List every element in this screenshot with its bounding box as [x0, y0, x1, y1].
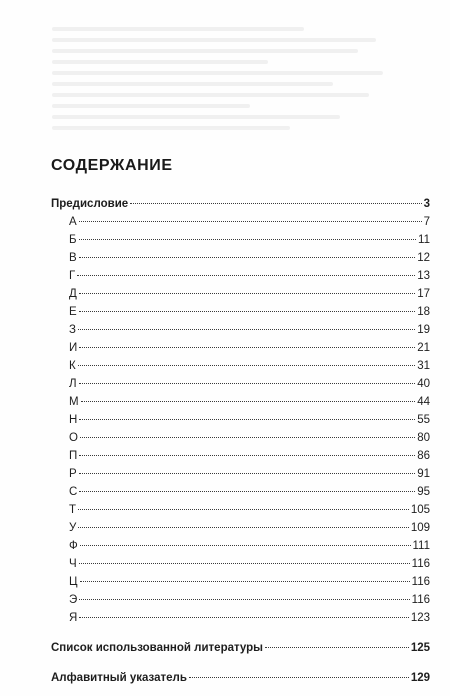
- toc-entry-letter[interactable]: [51, 339, 430, 357]
- toc-entry-page: 3: [423, 198, 430, 210]
- toc-entry-letter[interactable]: [51, 555, 430, 573]
- toc-entry-letter[interactable]: [51, 285, 430, 303]
- toc-entry-page: 13: [417, 270, 430, 282]
- dot-leader: [77, 275, 415, 276]
- dot-leader: [189, 677, 409, 678]
- toc-entry-page: 109: [410, 522, 430, 534]
- toc-entry-letter[interactable]: [51, 231, 430, 249]
- toc-entry-label: П: [69, 450, 78, 462]
- dot-leader: [80, 437, 415, 438]
- dot-leader: [81, 401, 416, 402]
- toc-entry-label: Е: [69, 306, 77, 318]
- toc-entry-letter[interactable]: [51, 375, 430, 393]
- dot-leader: [79, 221, 422, 222]
- toc-entry-label: Т: [69, 504, 77, 516]
- dot-leader: [78, 527, 409, 528]
- toc-entry-letter[interactable]: [51, 573, 430, 591]
- toc-entry-page: 116: [411, 576, 430, 588]
- dot-leader: [80, 581, 410, 582]
- toc-entry-label: Ф: [69, 540, 78, 552]
- dot-leader: [79, 311, 416, 312]
- toc-entry-letter[interactable]: [51, 267, 430, 285]
- toc-entry-page: 116: [411, 558, 430, 570]
- toc-entry-page: 86: [417, 450, 430, 462]
- toc-entry-index[interactable]: [51, 669, 430, 687]
- toc-entry-letter[interactable]: [51, 213, 430, 231]
- dot-leader: [78, 329, 415, 330]
- toc-entry-label: О: [69, 432, 78, 444]
- toc-entry-letter[interactable]: [51, 411, 430, 429]
- toc-entry-letter[interactable]: [51, 303, 430, 321]
- toc-entry-page: 95: [417, 486, 430, 498]
- dot-leader: [79, 455, 415, 456]
- toc-entry-letter[interactable]: [51, 447, 430, 465]
- dot-leader: [78, 509, 409, 510]
- toc-entry-page: 105: [410, 504, 430, 516]
- dot-leader: [79, 419, 415, 420]
- toc-list: [51, 195, 430, 687]
- toc-entry-page: 55: [417, 414, 430, 426]
- toc-entry-label: Д: [69, 288, 77, 300]
- toc-entry-label: Ц: [69, 576, 78, 588]
- toc-entry-references[interactable]: [51, 639, 430, 657]
- dot-leader: [130, 203, 421, 204]
- toc-entry-label: Н: [69, 414, 78, 426]
- toc-entry-label: У: [69, 522, 77, 534]
- toc-entry-page: 91: [417, 468, 430, 480]
- toc-entry-page: 123: [410, 612, 430, 624]
- toc-entry-letter[interactable]: [51, 519, 430, 537]
- toc-entry-letter[interactable]: [51, 483, 430, 501]
- toc-entry-letter[interactable]: [51, 465, 430, 483]
- toc-entry-label: Л: [69, 378, 77, 390]
- toc-entry-label: А: [69, 216, 77, 228]
- reverse-page-bleed: [52, 20, 412, 170]
- toc-entry-page: 44: [417, 396, 430, 408]
- toc-entry-page: 80: [417, 432, 430, 444]
- toc-entry-page: 19: [417, 324, 430, 336]
- dot-leader: [78, 365, 416, 366]
- dot-leader: [80, 545, 411, 546]
- toc-entry-page: 17: [417, 288, 430, 300]
- dot-leader: [79, 257, 416, 258]
- toc-entry-label: Э: [69, 594, 78, 606]
- toc-entry-label: Я: [69, 612, 78, 624]
- toc-entry-page: 129: [410, 672, 430, 684]
- dot-leader: [79, 347, 415, 348]
- toc-title: СОДЕРЖАНИЕ: [51, 157, 173, 174]
- toc-entry-page: 31: [417, 360, 430, 372]
- toc-entry-label: В: [69, 252, 77, 264]
- toc-entry-page: 111: [412, 540, 430, 552]
- toc-entry-letter[interactable]: [51, 609, 430, 627]
- toc-entry-letter[interactable]: [51, 501, 430, 519]
- dot-leader: [79, 491, 415, 492]
- dot-leader: [265, 647, 409, 648]
- toc-entry-letter[interactable]: [51, 429, 430, 447]
- toc-entry-label: Ч: [69, 558, 77, 570]
- toc-entry-page: 11: [418, 234, 430, 246]
- toc-entry-label: И: [69, 342, 78, 354]
- toc-entry-page: 18: [417, 306, 430, 318]
- dot-leader: [79, 383, 416, 384]
- toc-entry-label: Список использованной литературы: [51, 642, 263, 654]
- toc-entry-label: М: [69, 396, 79, 408]
- toc-entry-label: Алфавитный указатель: [51, 672, 187, 684]
- dot-leader: [79, 599, 409, 600]
- toc-entry-page: 7: [423, 216, 430, 228]
- section-gap: [51, 657, 430, 669]
- toc-entry-letter[interactable]: [51, 393, 430, 411]
- toc-entry-page: 12: [417, 252, 430, 264]
- dot-leader: [79, 617, 409, 618]
- toc-entry-letter[interactable]: [51, 249, 430, 267]
- toc-entry-page: 116: [411, 594, 430, 606]
- toc-entry-label: С: [69, 486, 78, 498]
- toc-entry-letter[interactable]: [51, 357, 430, 375]
- toc-entry-label: Р: [69, 468, 77, 480]
- section-gap: [51, 627, 430, 639]
- toc-entry-letter[interactable]: [51, 591, 430, 609]
- toc-entry-label: З: [69, 324, 76, 336]
- toc-entry-label: Б: [69, 234, 77, 246]
- toc-entry-preface[interactable]: [51, 195, 430, 213]
- toc-entry-page: 21: [417, 342, 430, 354]
- toc-entry-label: Г: [69, 270, 76, 282]
- dot-leader: [79, 239, 417, 240]
- dot-leader: [79, 473, 416, 474]
- dot-leader: [79, 293, 415, 294]
- toc-entry-letter[interactable]: [51, 321, 430, 339]
- toc-entry-page: 125: [410, 642, 430, 654]
- toc-entry-letter[interactable]: [51, 537, 430, 555]
- dot-leader: [79, 563, 410, 564]
- toc-entry-label: Предисловие: [51, 198, 129, 210]
- toc-entry-page: 40: [417, 378, 430, 390]
- toc-entry-label: К: [69, 360, 76, 372]
